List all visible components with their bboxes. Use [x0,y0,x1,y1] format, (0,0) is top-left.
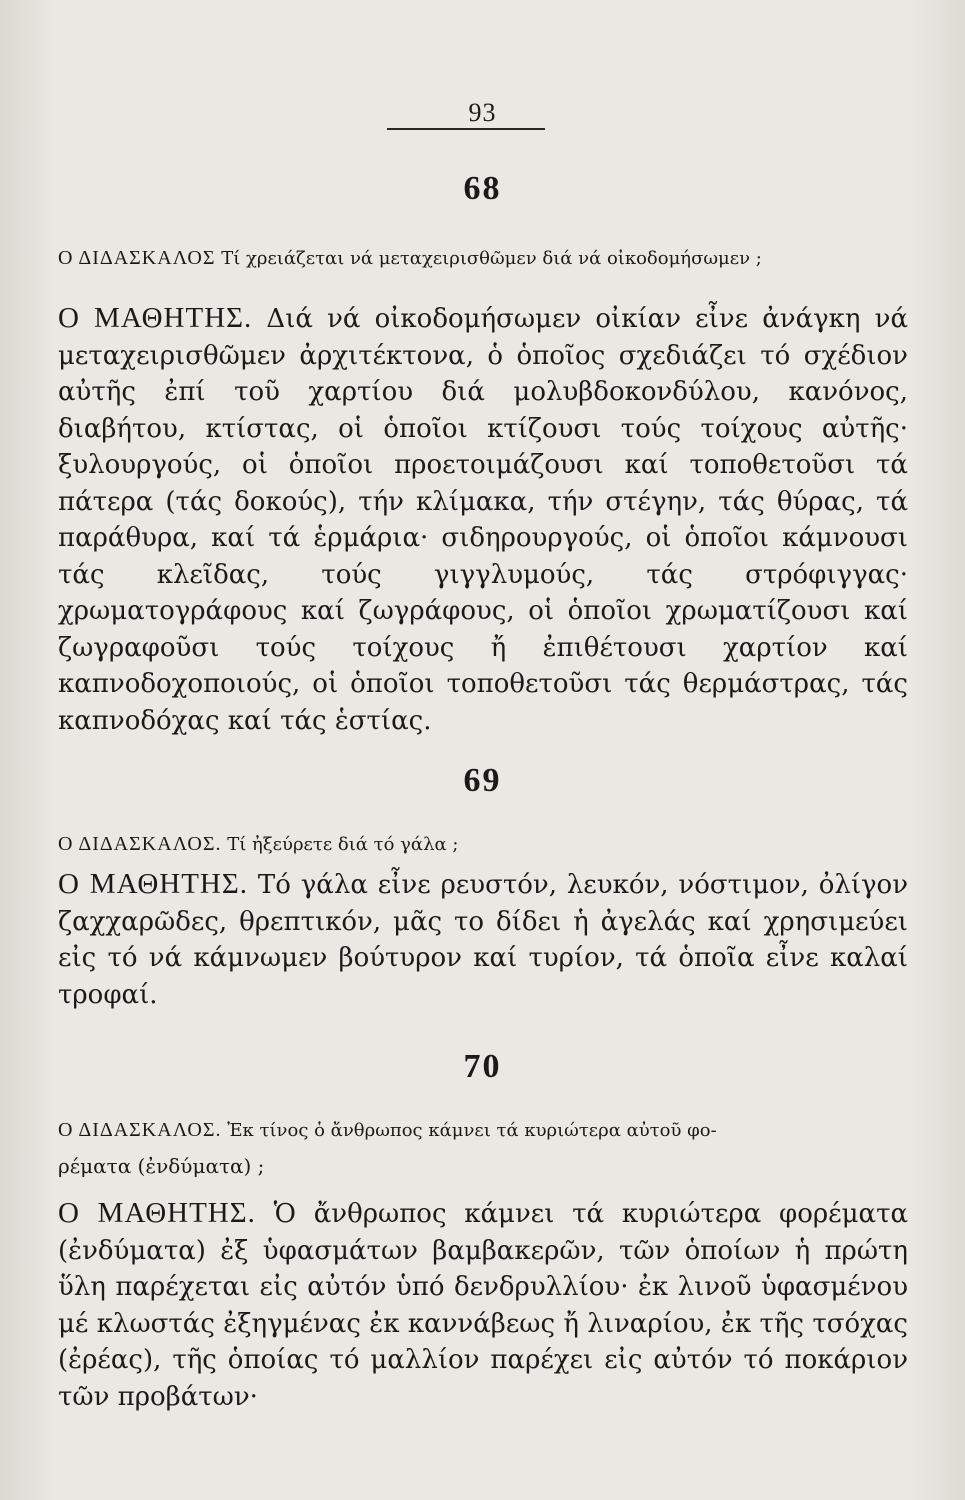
teacher-question-70 [58,1112,908,1149]
teacher-speaker: Ο ΔΙΔΑΣΚΑΛΟΣ. [58,1119,222,1141]
teacher-question-70-continued: ρέματα (ἐνδύματα) ; [58,1154,265,1178]
student-answer-text: Τό γάλα εἶνε ρευστόν, λευκόν, νόστιμον, ὀλίγον ζαχχαρῶδες, θρεπτικόν, μᾶς το δίδει ἡ ἀγελάς καί χρησιμεύει εἰς τό νά κάμνωμεν βούτυρον καί τυρίον, τά ὁποῖα εἶνε καλαί τροφαί. [58,870,909,1010]
teacher-speaker: Ο ΔΙΔΑΣΚΑΛΟΣ [58,247,216,269]
section-number-69: 69 [463,762,502,799]
student-answer-70 [58,1195,908,1415]
section-number-70: 70 [463,1048,502,1085]
teacher-question-text: Τί χρειάζεται νά μεταχειρισθῶμεν διά νά οἰκοδομήσωμεν ; [221,248,762,269]
header-rule [387,128,545,130]
teacher-question-text: Ἐκ τίνος ὁ ἄνθρωπος κάμνει τά κυριώτερα αὐτοῦ φο- [227,1120,717,1141]
page-number: 93 [468,98,497,127]
student-answer-68 [58,300,908,739]
student-speaker: Ο ΜΑΘΗΤΗΣ. [58,1197,256,1229]
student-speaker: Ο ΜΑΘΗΤΗΣ. [58,302,253,334]
teacher-question-text: Τί ἠξεύρετε διά τό γάλα ; [227,834,459,855]
student-answer-69 [58,866,908,1013]
teacher-speaker: Ο ΔΙΔΑΣΚΑΛΟΣ. [58,833,222,855]
section-number-68: 68 [463,170,502,207]
student-answer-text: Διά νά οἰκοδομήσωμεν οἰκίαν εἶνε ἀνάγκη νά μεταχειρισθῶμεν ἀρχιτέκτονα, ὁ ὁποῖος σχεδιάζει τό σχέδιον αὐτῆς ἐπί τοῦ χαρτίου διά μολυβδοκονδύλου, κανόνος, διαβήτου, κτίστας, οἱ ὁποῖοι κτίζουσι τούς τοίχους αὐτῆς· ξυλουργούς, οἱ ὁποῖοι προετοιμάζουσι καί τοποθετοῦσι τά πάτερα (τάς δοκούς), τήν κλίμακα, τήν στέγην, τάς θύρας, τά παράθυρα, καί τά ἑρμάρια· σιδηρουργούς, οἱ ὁποῖοι κάμνουσι τάς κλεῖδας, τούς γιγγλυμούς, τάς στρόφιγγας· χρωματογράφους καί ζωγράφους, οἱ ὁποῖοι χρωματίζουσι καί ζωγραφοῦσι τούς τοίχους ἤ ἐπιθέτουσι χαρτίον καί καπνοδοχοποιούς, οἱ ὁποῖοι τοποθετοῦσι τάς θερμάστρας, τάς καπνοδόχας καί τάς ἑστίας. [58,304,909,736]
teacher-question-69 [58,826,908,863]
teacher-question-68 [58,240,908,277]
student-answer-text: Ὁ ἄνθρωπος κάμνει τά κυριώτερα φορέματα (ἐνδύματα) ἐξ ὑφασμάτων βαμβακερῶν, τῶν ὁποίων ἡ πρώτη ὕλη παρέχεται εἰς αὐτόν ὑπό δενδρυλλίου· ἐκ λινοῦ ὑφασμένου μέ κλωστάς ἐξηγμένας ἐκ καννάβεως ἤ λιναρίου, ἐκ τῆς τσόχας (ἐρέας), τῆς ὁποίας τό μαλλίον παρέχει εἰς αὐτόν τό ποκάριον τῶν προβάτων· [58,1199,909,1412]
student-speaker: Ο ΜΑΘΗΤΗΣ. [58,868,249,900]
